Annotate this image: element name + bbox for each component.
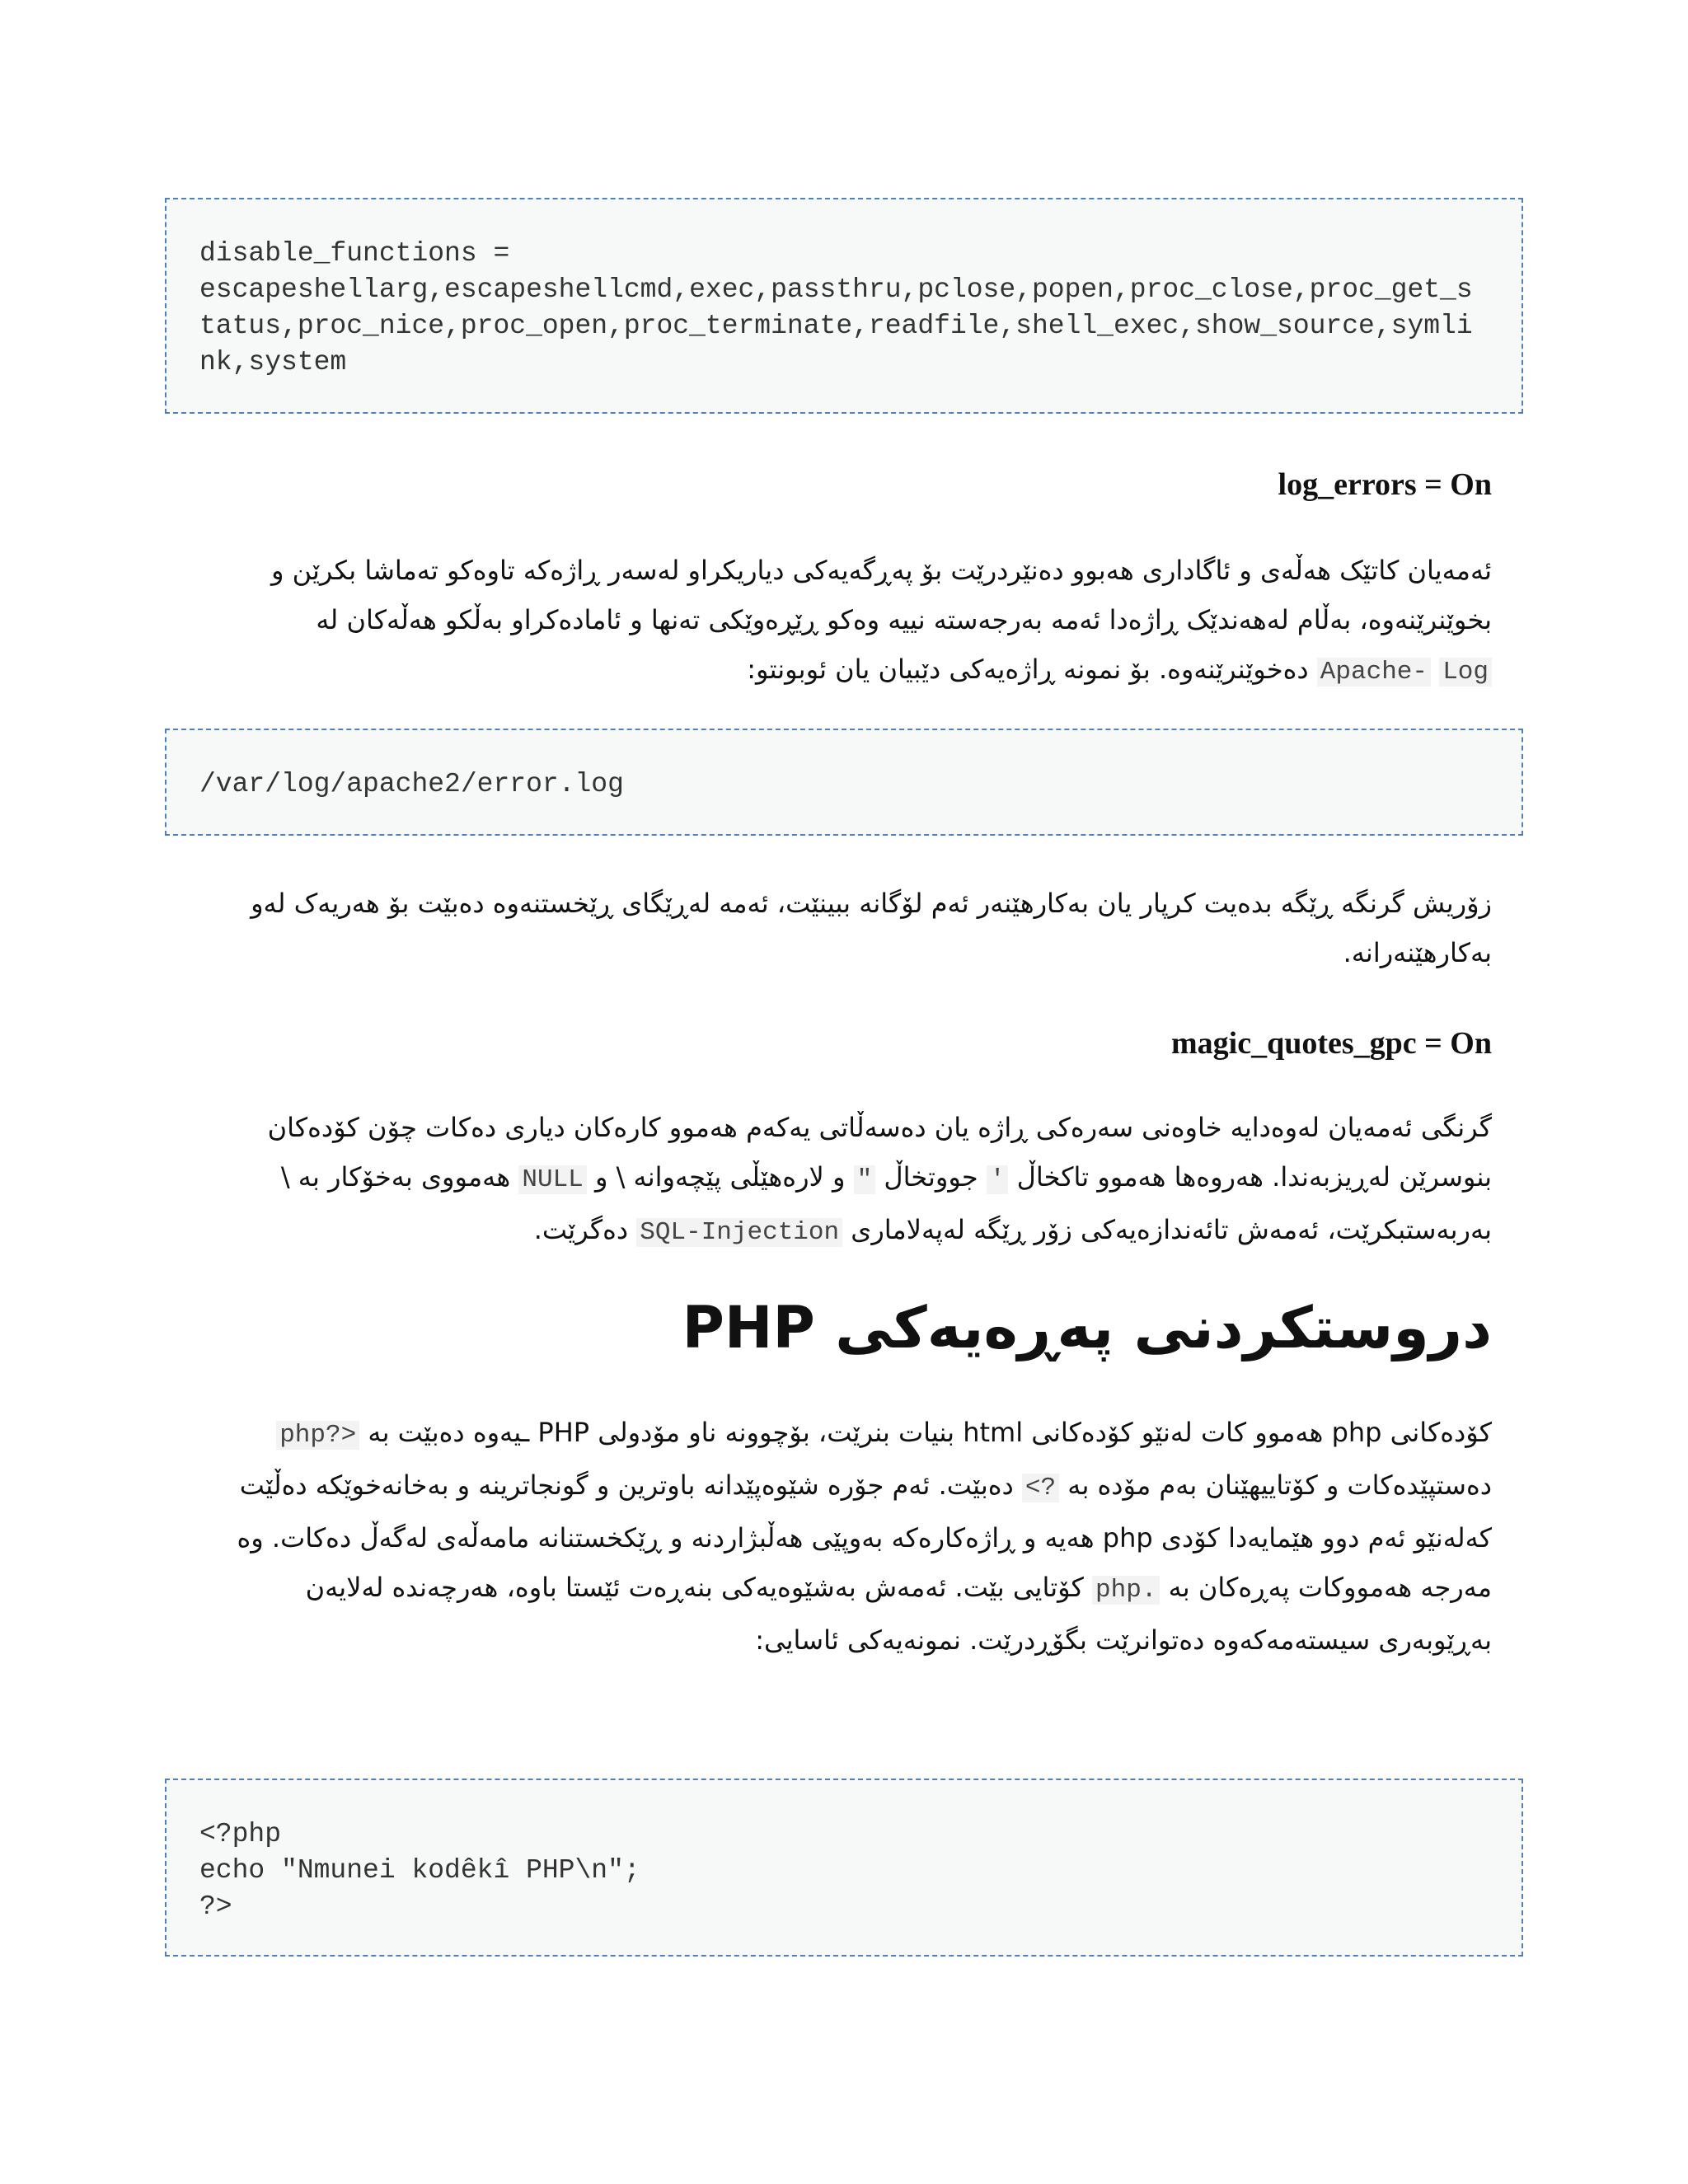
paragraph-text: دەگرێت. [533, 1214, 629, 1245]
paragraph-magic-quotes [206, 1103, 1492, 1258]
paragraph-log-errors [206, 546, 1492, 697]
inline-code: .php [1092, 1576, 1160, 1605]
code-text: <?php echo "Nmunei kodêkî PHP\n"; ?> [199, 1819, 640, 1922]
paragraph-php-intro [206, 1408, 1492, 1665]
paragraph-text: دەستپێدەکات و کۆتاییهێنان بەم مۆدە بە [1067, 1469, 1492, 1501]
paragraph-text: کۆتایی بێت. ئەمەش بەشێوەیەکی بنەڕەت ئێستا باوە، هەرچەندە لەلایەن بەڕێوبەری سیستەمەکەوە دەتوانرێت بگۆڕدرێت. نمونەیەکی ئاسایی: [305, 1572, 1492, 1656]
paragraph-text: کۆدەکانی php هەموو کات لەنێو کۆدەکانی html بنیات بنرێت، بۆچوونە ناو مۆدولی PHP ـیەوە دەبێت بە [368, 1417, 1492, 1448]
code-text: disable_functions = escapeshellarg,escapeshellcmd,exec,passthru,pclose,popen,proc_close,proc_get_status,proc_nice,proc_open,proc_terminate,readfile,shell_exec,show_source,symlink,system [199, 238, 1473, 377]
paragraph-text: دەبێت. ئەم جۆرە شێوەپێدانە باوترین و گونجاترینە و بەخانەخوێکە دەڵێت کەلەنێو ئەم دوو هێمایەدا کۆدی php هەیە و ڕاژەکارەکە بەوپێی هەڵبژاردنە و ڕێکخستنانە مامەڵەی لەگەڵ دەکات. وە مەرجە هەمووکات پەڕەکان بە [237, 1469, 1492, 1603]
setting-heading-magic-quotes: magic_quotes_gpc = On [1171, 1026, 1492, 1061]
inline-code: ' [987, 1165, 1009, 1194]
paragraph-text: دەخوێنرێنەوە. بۆ نمونە ڕاژەیەکی دێبیان یان ئوبونتو: [747, 654, 1309, 685]
code-block-error-log-path [165, 729, 1523, 836]
paragraph-text: ئەمەیان کاتێک هەڵەی و ئاگاداری هەبوو دەنێردرێت بۆ پەڕگەیەکی دیاریکراو لەسەر ڕاژەکە تاوەکو تەماشا بکرێن و بخوێنرێنەوە، بەڵام لەهەندێک ڕاژەدا ئەمە بەرجەستە نییە وەکو ڕێڕەوێکی تەنها و ئامادەکراو بەڵکو هەڵەکان لە [271, 555, 1492, 635]
code-text: /var/log/apache2/error.log [199, 769, 624, 799]
inline-code: Log [1439, 658, 1492, 687]
paragraph-text: جووتخاڵ [884, 1161, 978, 1193]
paragraph-text: هەمووی بەخۆکار بە \ بەربەستبکرێت، ئەمەش تائەندازەیەکی زۆر ڕێگە لەپەلاماری [280, 1161, 1492, 1245]
inline-code: " [854, 1165, 876, 1194]
paragraph-text: و لارەهێڵی پێچەوانە \ و [594, 1161, 846, 1193]
inline-code: Apache- [1317, 658, 1431, 687]
code-block-disable-functions [165, 198, 1523, 414]
inline-code: NULL [518, 1165, 586, 1194]
section-heading-php-page: دروستکردنی پەڕەیەکی PHP [682, 1294, 1492, 1361]
setting-heading-log-errors: log_errors = On [1278, 467, 1492, 502]
paragraph-text: گرنگی ئەمەیان لەوەدایە خاوەنی سەرەکی ڕاژە یان دەسەڵاتی یەکەم هەموو کارەکان دیاری دەکات چۆن کۆدەکان بنوسرێن لەڕیزبەندا. هەروەها هەموو تاکخاڵ [267, 1112, 1492, 1193]
inline-code: SQL-Injection [636, 1218, 842, 1247]
inline-code: <?php [276, 1421, 359, 1450]
code-block-php-example [165, 1779, 1523, 1957]
inline-code: ?> [1022, 1474, 1059, 1502]
paragraph-log-access: زۆریش گرنگە ڕێگە بدەیت کرپار یان بەکارهێنەر ئەم لۆگانە ببینێت، ئەمە لەڕێگای ڕێخستنەوە دەبێت بۆ هەریەک لەو بەکارهێنەرانە. [251, 888, 1492, 968]
